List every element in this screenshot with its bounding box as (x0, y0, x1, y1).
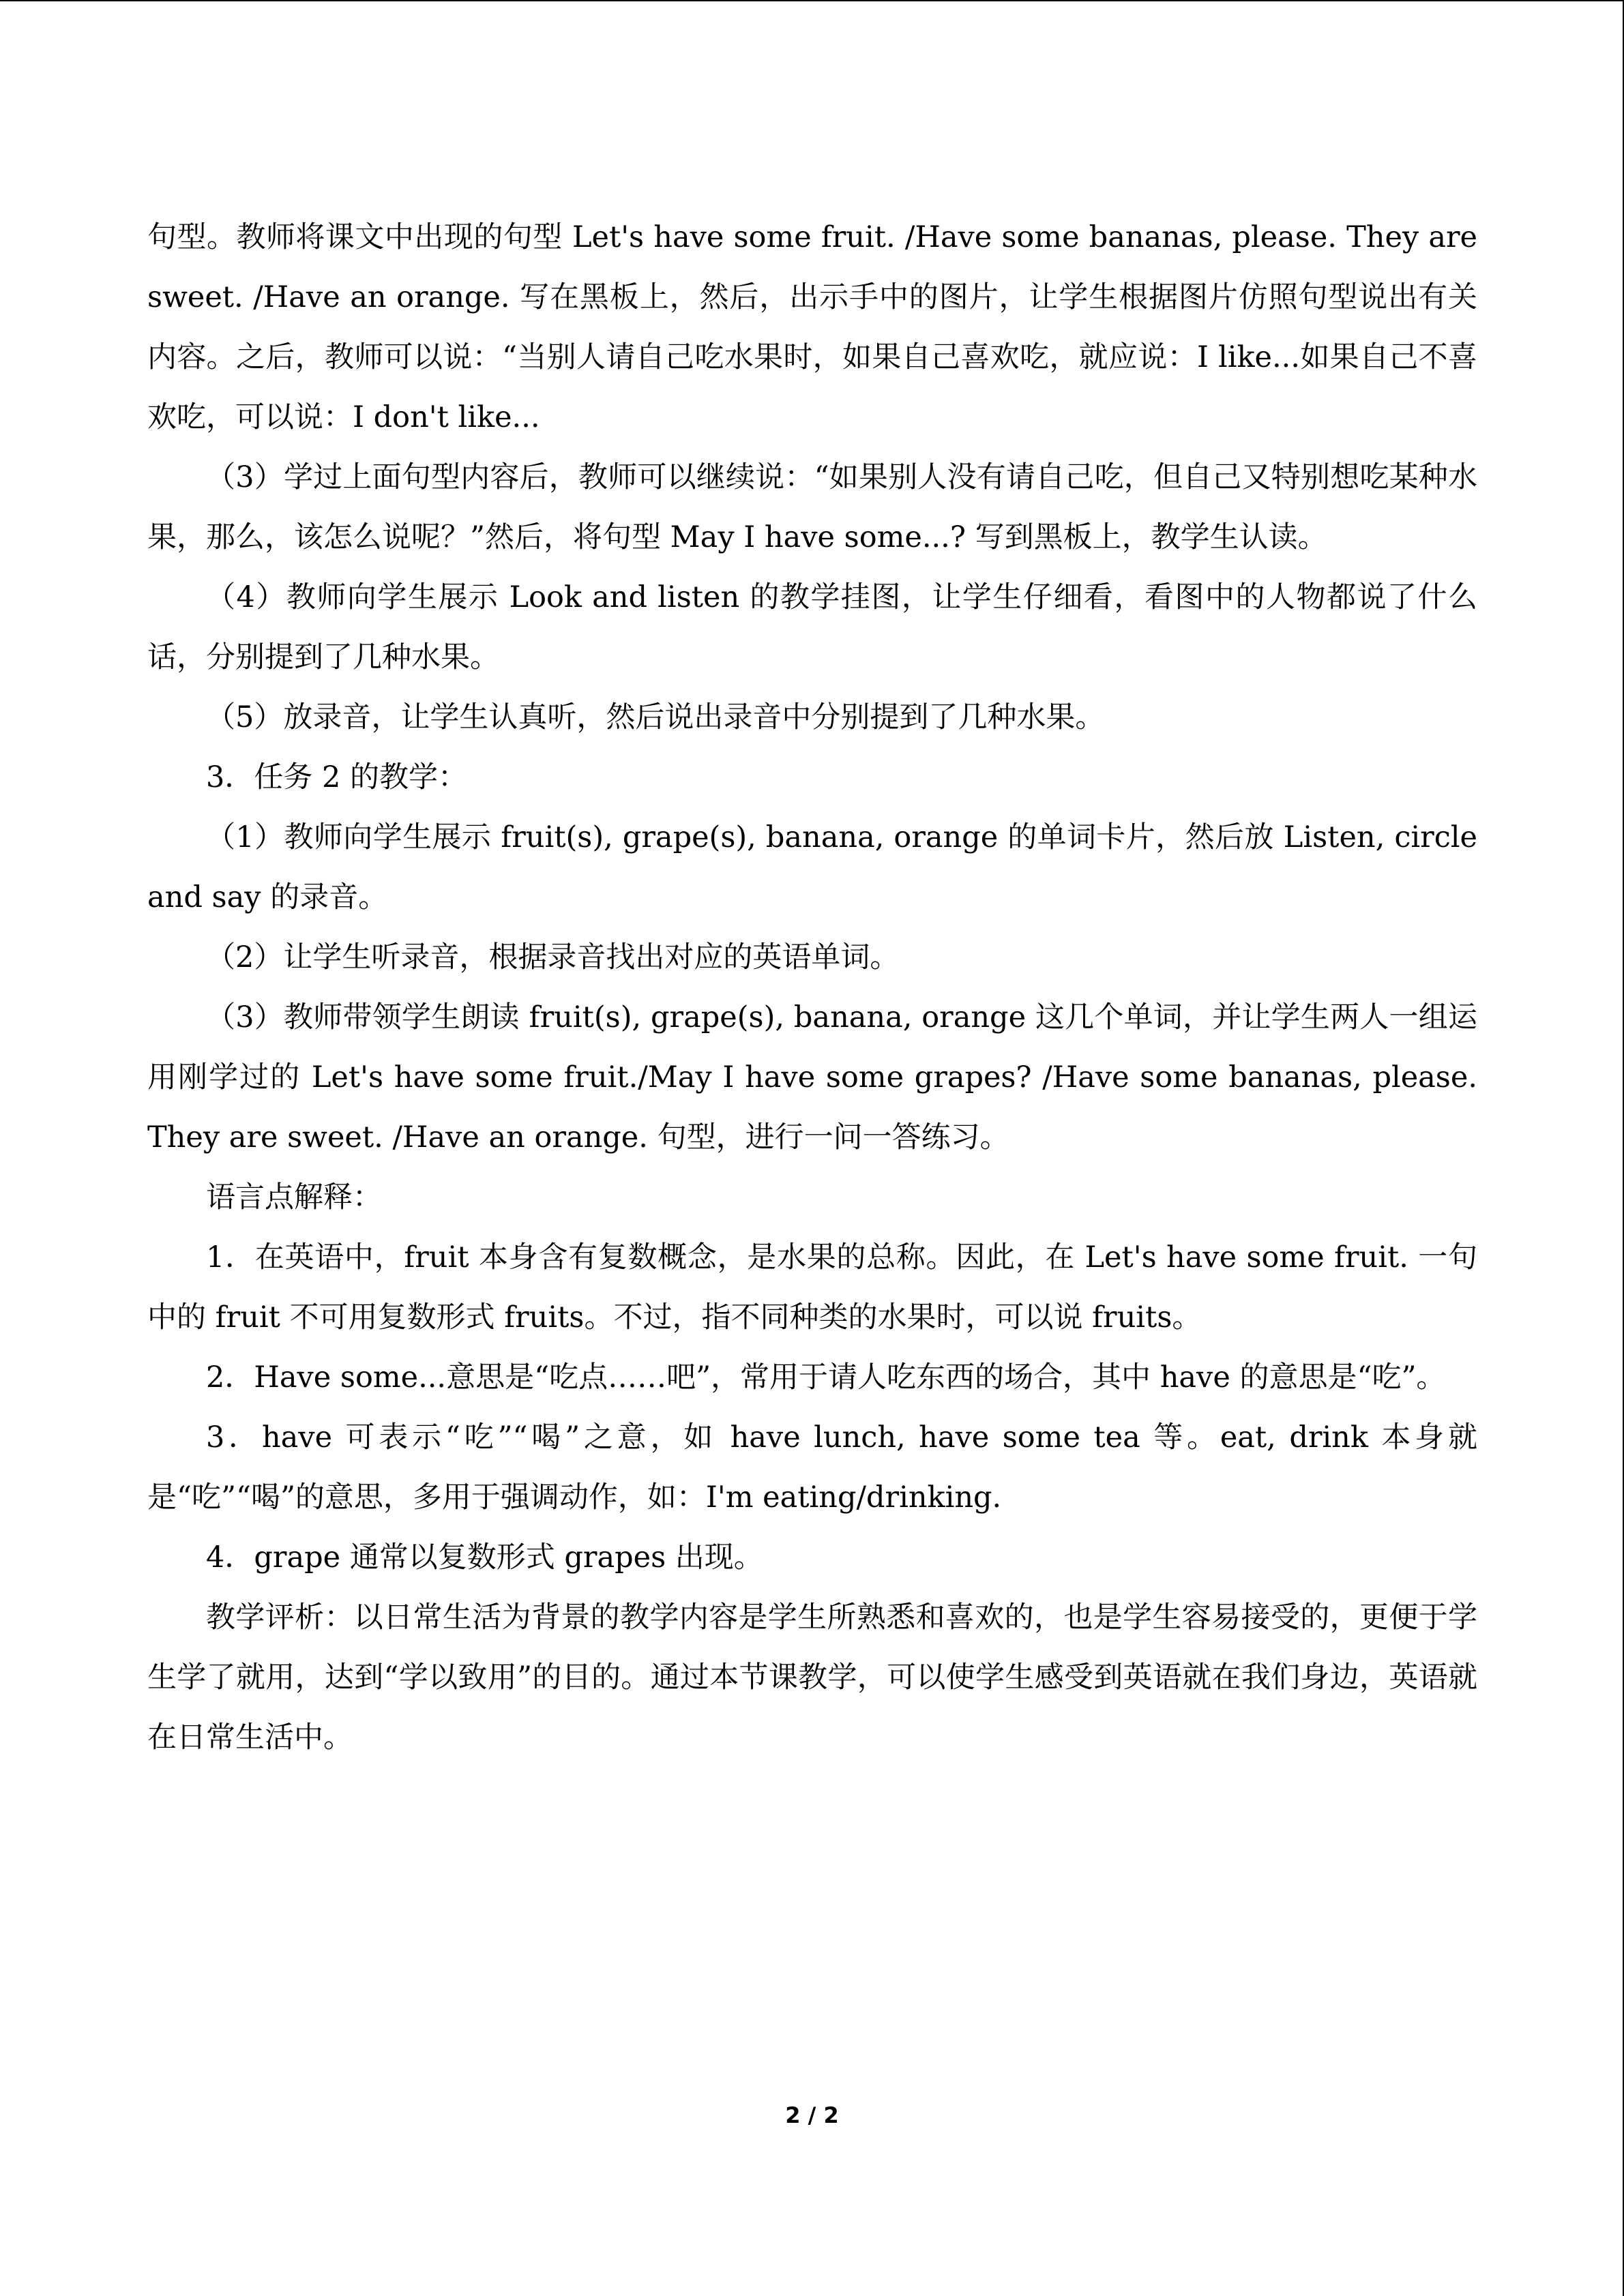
paragraph-task2-step-3: （3）教师带领学生朗读 fruit(s), grape(s), banana, orange 这几个单词，并让学生两人一组运用刚学过的 Let's have some fruit./May I have some grapes? /Have some bananas, please. They are sweet. /Have an orange. 句型，进行一问一答练习。 (147, 1000, 1477, 1154)
heading-task-2: 3．任务 2 的教学： (206, 760, 468, 794)
paragraph-task2-step-1: （1）教师向学生展示 fruit(s), grape(s), banana, orange 的单词卡片，然后放 Listen, circle and say 的录音。 (147, 820, 1477, 914)
language-point-4: 4．grape 通常以复数形式 grapes 出现。 (206, 1540, 763, 1575)
paragraph-step-4-look-and-listen: （4）教师向学生展示 Look and listen 的教学挂图，让学生仔细看，看图中的人物都说了什么话，分别提到了几种水果。 (147, 580, 1477, 674)
document-body (147, 207, 1477, 1768)
paragraph-teaching-evaluation: 教学评析：以日常生活为背景的教学内容是学生所熟悉和喜欢的，也是学生容易接受的，更便于学生学了就用，达到“学以致用”的目的。通过本节课教学，可以使学生感受到英语就在我们身边，英语就在日常生活中。 (147, 1600, 1477, 1755)
heading-language-points: 语言点解释： (206, 1180, 382, 1214)
paragraph-step-5-recording: （5）放录音，让学生认真听，然后说出录音中分别提到了几种水果。 (206, 700, 1105, 734)
page-number: 2 / 2 (785, 2102, 839, 2128)
language-point-2: 2．Have some...意思是“吃点……吧”，常用于请人吃东西的场合，其中 have 的意思是“吃”。 (206, 1360, 1446, 1395)
paragraph-task2-step-2: （2）让学生听录音，根据录音找出对应的英语单词。 (206, 940, 900, 974)
paragraph-sentence-patterns: 句型。教师将课文中出现的句型 Let's have some fruit. /Have some bananas, please. They are sweet. /Have an orange. 写在黑板上，然后，出示手中的图片，让学生根据图片仿照句型说出有关内容。之后，教师可以说：“当别人请自己吃水果时，如果自己喜欢吃，就应说：I like...如果自己不喜欢吃，可以说：I don't like... (147, 220, 1477, 434)
paragraph-step-3-may-i-have: （3）学过上面句型内容后，教师可以继续说：“如果别人没有请自己吃，但自己又特别想吃某种水果，那么，该怎么说呢？”然后，将句型 May I have some...? 写到黑板上，教学生认读。 (147, 460, 1477, 554)
language-point-1: 1．在英语中，fruit 本身含有复数概念，是水果的总称。因此，在 Let's have some fruit. 一句中的 fruit 不可用复数形式 fruits。不过，指不同种类的水果时，可以说 fruits。 (147, 1240, 1477, 1335)
language-point-3: 3．have 可表示“吃”“喝”之意，如 have lunch, have some tea 等。eat, drink 本身就是“吃”“喝”的意思，多用于强调动作，如：I'm eating/drinking. (147, 1420, 1477, 1515)
